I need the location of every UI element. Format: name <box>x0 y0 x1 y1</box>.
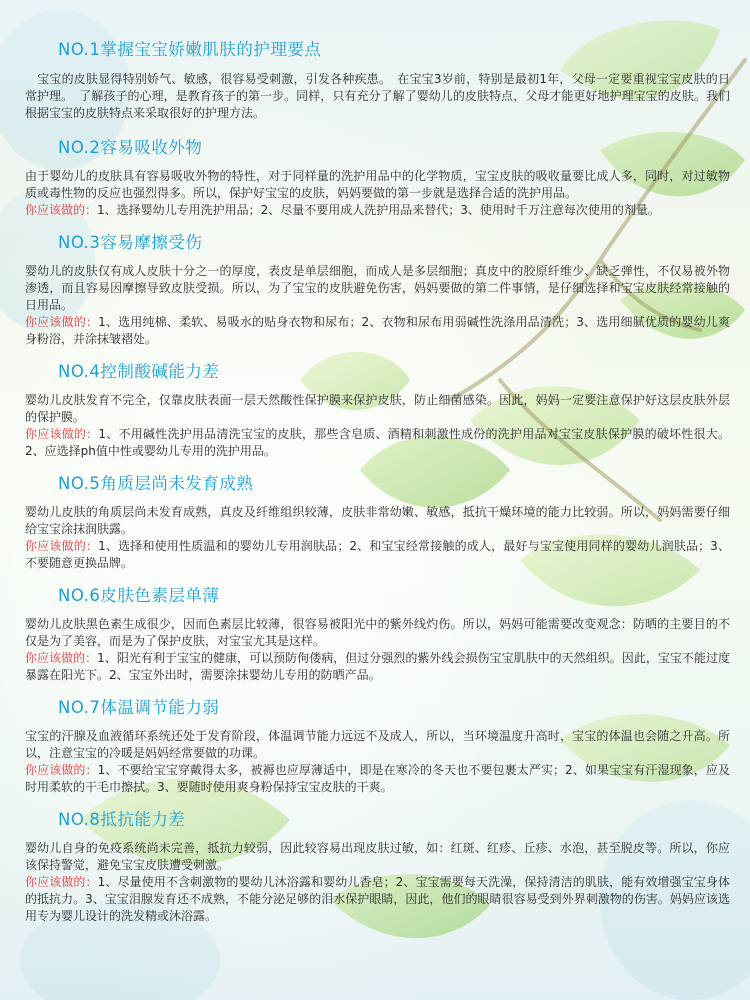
advice-text: 1、尽量使用不含刺激物的婴幼儿沐浴露和婴幼儿香皂；2、宝宝需要每天洗澡，保持清洁的肌肤，能有效增强宝宝身体的抵抗力。3、宝宝泪腺发育还不成熟，不能分泌足够的泪水保护眼睛，因此，他们的眼睛很容易受到外界刺激物的伤害。妈妈应该选用专为婴儿设计的洗发精或沐浴露。 <box>25 875 730 923</box>
advice-label: 你应该做的： <box>25 203 98 217</box>
section-4 <box>25 360 730 460</box>
section-8 <box>25 808 730 925</box>
section-heading: NO.1掌握宝宝娇嫩肌肤的护理要点 <box>58 40 322 59</box>
section-advice <box>25 426 730 460</box>
section-heading: NO.2容易吸收外物 <box>58 138 203 157</box>
section-advice <box>25 202 730 219</box>
advice-label: 你应该做的： <box>25 539 99 553</box>
section-5 <box>25 472 730 572</box>
section-heading: NO.3容易摩擦受伤 <box>58 233 203 252</box>
section-advice <box>25 314 730 348</box>
section-heading: NO.4控制酸碱能力差 <box>58 362 220 381</box>
section-body: 由于婴幼儿的皮肤具有容易吸收外物的特性，对于同样量的洗护用品中的化学物质，宝宝皮肤的吸收量要比成人多，同时，对过敏物质或毒性物的反应也强烈得多。所以，保护好宝宝的皮肤，妈妈要做的第一步就是选择合适的洗护用品。 <box>25 169 730 200</box>
advice-label: 你应该做的： <box>25 763 98 777</box>
section-7 <box>25 696 730 796</box>
advice-text: 1、选择和使用性质温和的婴幼儿专用润肤品；2、和宝宝经常接触的成人，最好与宝宝使用同样的婴幼儿润肤品；3、不要随意更换品牌。 <box>25 539 730 570</box>
section-6 <box>25 584 730 684</box>
section-heading: NO.5角质层尚未发育成熟 <box>58 474 254 493</box>
advice-text: 1、不用碱性洗护用品清洗宝宝的皮肤，那些含皂质、酒精和刺激性成份的洗护用品对宝宝皮肤保护膜的破坏性很大。2、应选择ph值中性或婴幼儿专用的洗护用品。 <box>25 427 730 458</box>
advice-label: 你应该做的： <box>25 875 98 889</box>
section-body: 宝宝的皮肤显得特别娇气、敏感，很容易受刺激，引发各种疾患。 在宝宝3岁前，特别是最初1年，父母一定要重视宝宝皮肤的日常护理。 了解孩子的心理，是教育孩子的第一步。同样，只有充分了解了婴幼儿的皮肤特点，父母才能更好地护理宝宝的皮肤。我们根据宝宝的皮肤特点来采取很好的护理方法。 <box>25 72 730 120</box>
section-body: 婴幼儿皮肤的角质层尚未发育成熟，真皮及纤维组织较薄，皮肤非常幼嫩、敏感，抵抗干燥环境的能力比较弱。所以，妈妈需要仔细给宝宝涂抹润肤露。 <box>25 505 730 536</box>
section-advice <box>25 650 730 684</box>
section-advice <box>25 874 730 925</box>
advice-text: 1、选择婴幼儿专用洗护用品；2、尽量不要用成人洗护用品来替代；3、使用时千万注意每次使用的剂量。 <box>97 203 660 217</box>
section-2 <box>25 136 730 219</box>
section-heading: NO.8抵抗能力差 <box>58 810 186 829</box>
advice-label: 你应该做的： <box>25 651 98 665</box>
section-heading: NO.6皮肤色素层单薄 <box>58 586 220 605</box>
advice-text: 1、选用纯棉、柔软、易吸水的贴身衣物和尿布；2、衣物和尿布用弱碱性洗涤用品清洗；3、选用细腻优质的婴幼儿爽身粉浴，并涂抹皱褶处。 <box>25 315 730 346</box>
advice-text: 1、阳光有利于宝宝的健康，可以预防佝偻病，但过分强烈的紫外线会损伤宝宝肌肤中的天然组织。因此，宝宝不能过度暴露在阳光下。2、宝宝外出时，需要涂抹婴幼儿专用的防晒产品。 <box>25 651 730 682</box>
section-body: 宝宝的汗腺及血液循环系统还处于发育阶段，体温调节能力远远不及成人，所以，当环境温度升高时，宝宝的体温也会随之升高。所以，注意宝宝的冷暖是妈妈经常要做的功课。 <box>25 729 730 760</box>
advice-label: 你应该做的： <box>25 315 99 329</box>
section-body: 婴幼儿自身的免疫系统尚未完善，抵抗力较弱，因此较容易出现皮肤过敏，如：红斑、红疹、丘疹、水泡，甚至脱皮等。所以，你应该保持警觉，避免宝宝皮肤遭受刺激。 <box>25 841 730 872</box>
section-advice <box>25 762 730 796</box>
advice-label: 你应该做的： <box>25 427 99 441</box>
section-3 <box>25 231 730 348</box>
section-body: 婴幼儿皮肤黑色素生成很少，因而色素层比较薄，很容易被阳光中的紫外线灼伤。所以，妈妈可能需要改变观念：防晒的主要目的不仅是为了美容，而是为了保护皮肤，对宝宝尤其是这样。 <box>25 617 730 648</box>
section-heading: NO.7体温调节能力弱 <box>58 698 220 717</box>
section-1 <box>25 0 730 122</box>
section-body: 婴幼儿的皮肤仅有成人皮肤十分之一的厚度，表皮是单层细胞，而成人是多层细胞；真皮中的胶原纤维少、缺乏弹性，不仅易被外物渗透，而且容易因摩擦导致皮肤受损。所以，为了宝宝的皮肤避免伤害，妈妈要做的第二件事情，是仔细选择和宝宝皮肤经常接触的日用品。 <box>25 264 730 312</box>
section-body: 婴幼儿皮肤发育不完全，仅靠皮肤表面一层天然酸性保护膜来保护皮肤，防止细菌感染。因此，妈妈一定要注意保护好这层皮肤外层的保护膜。 <box>25 393 730 424</box>
section-advice <box>25 538 730 572</box>
advice-text: 1、不要给宝宝穿戴得太多，被褥也应厚薄适中，即是在寒冷的冬天也不要包裹太严实；2、如果宝宝有汗湿现象，应及时用柔软的干毛巾擦拭。3、要随时使用爽身粉保持宝宝皮肤的干爽。 <box>25 763 730 794</box>
